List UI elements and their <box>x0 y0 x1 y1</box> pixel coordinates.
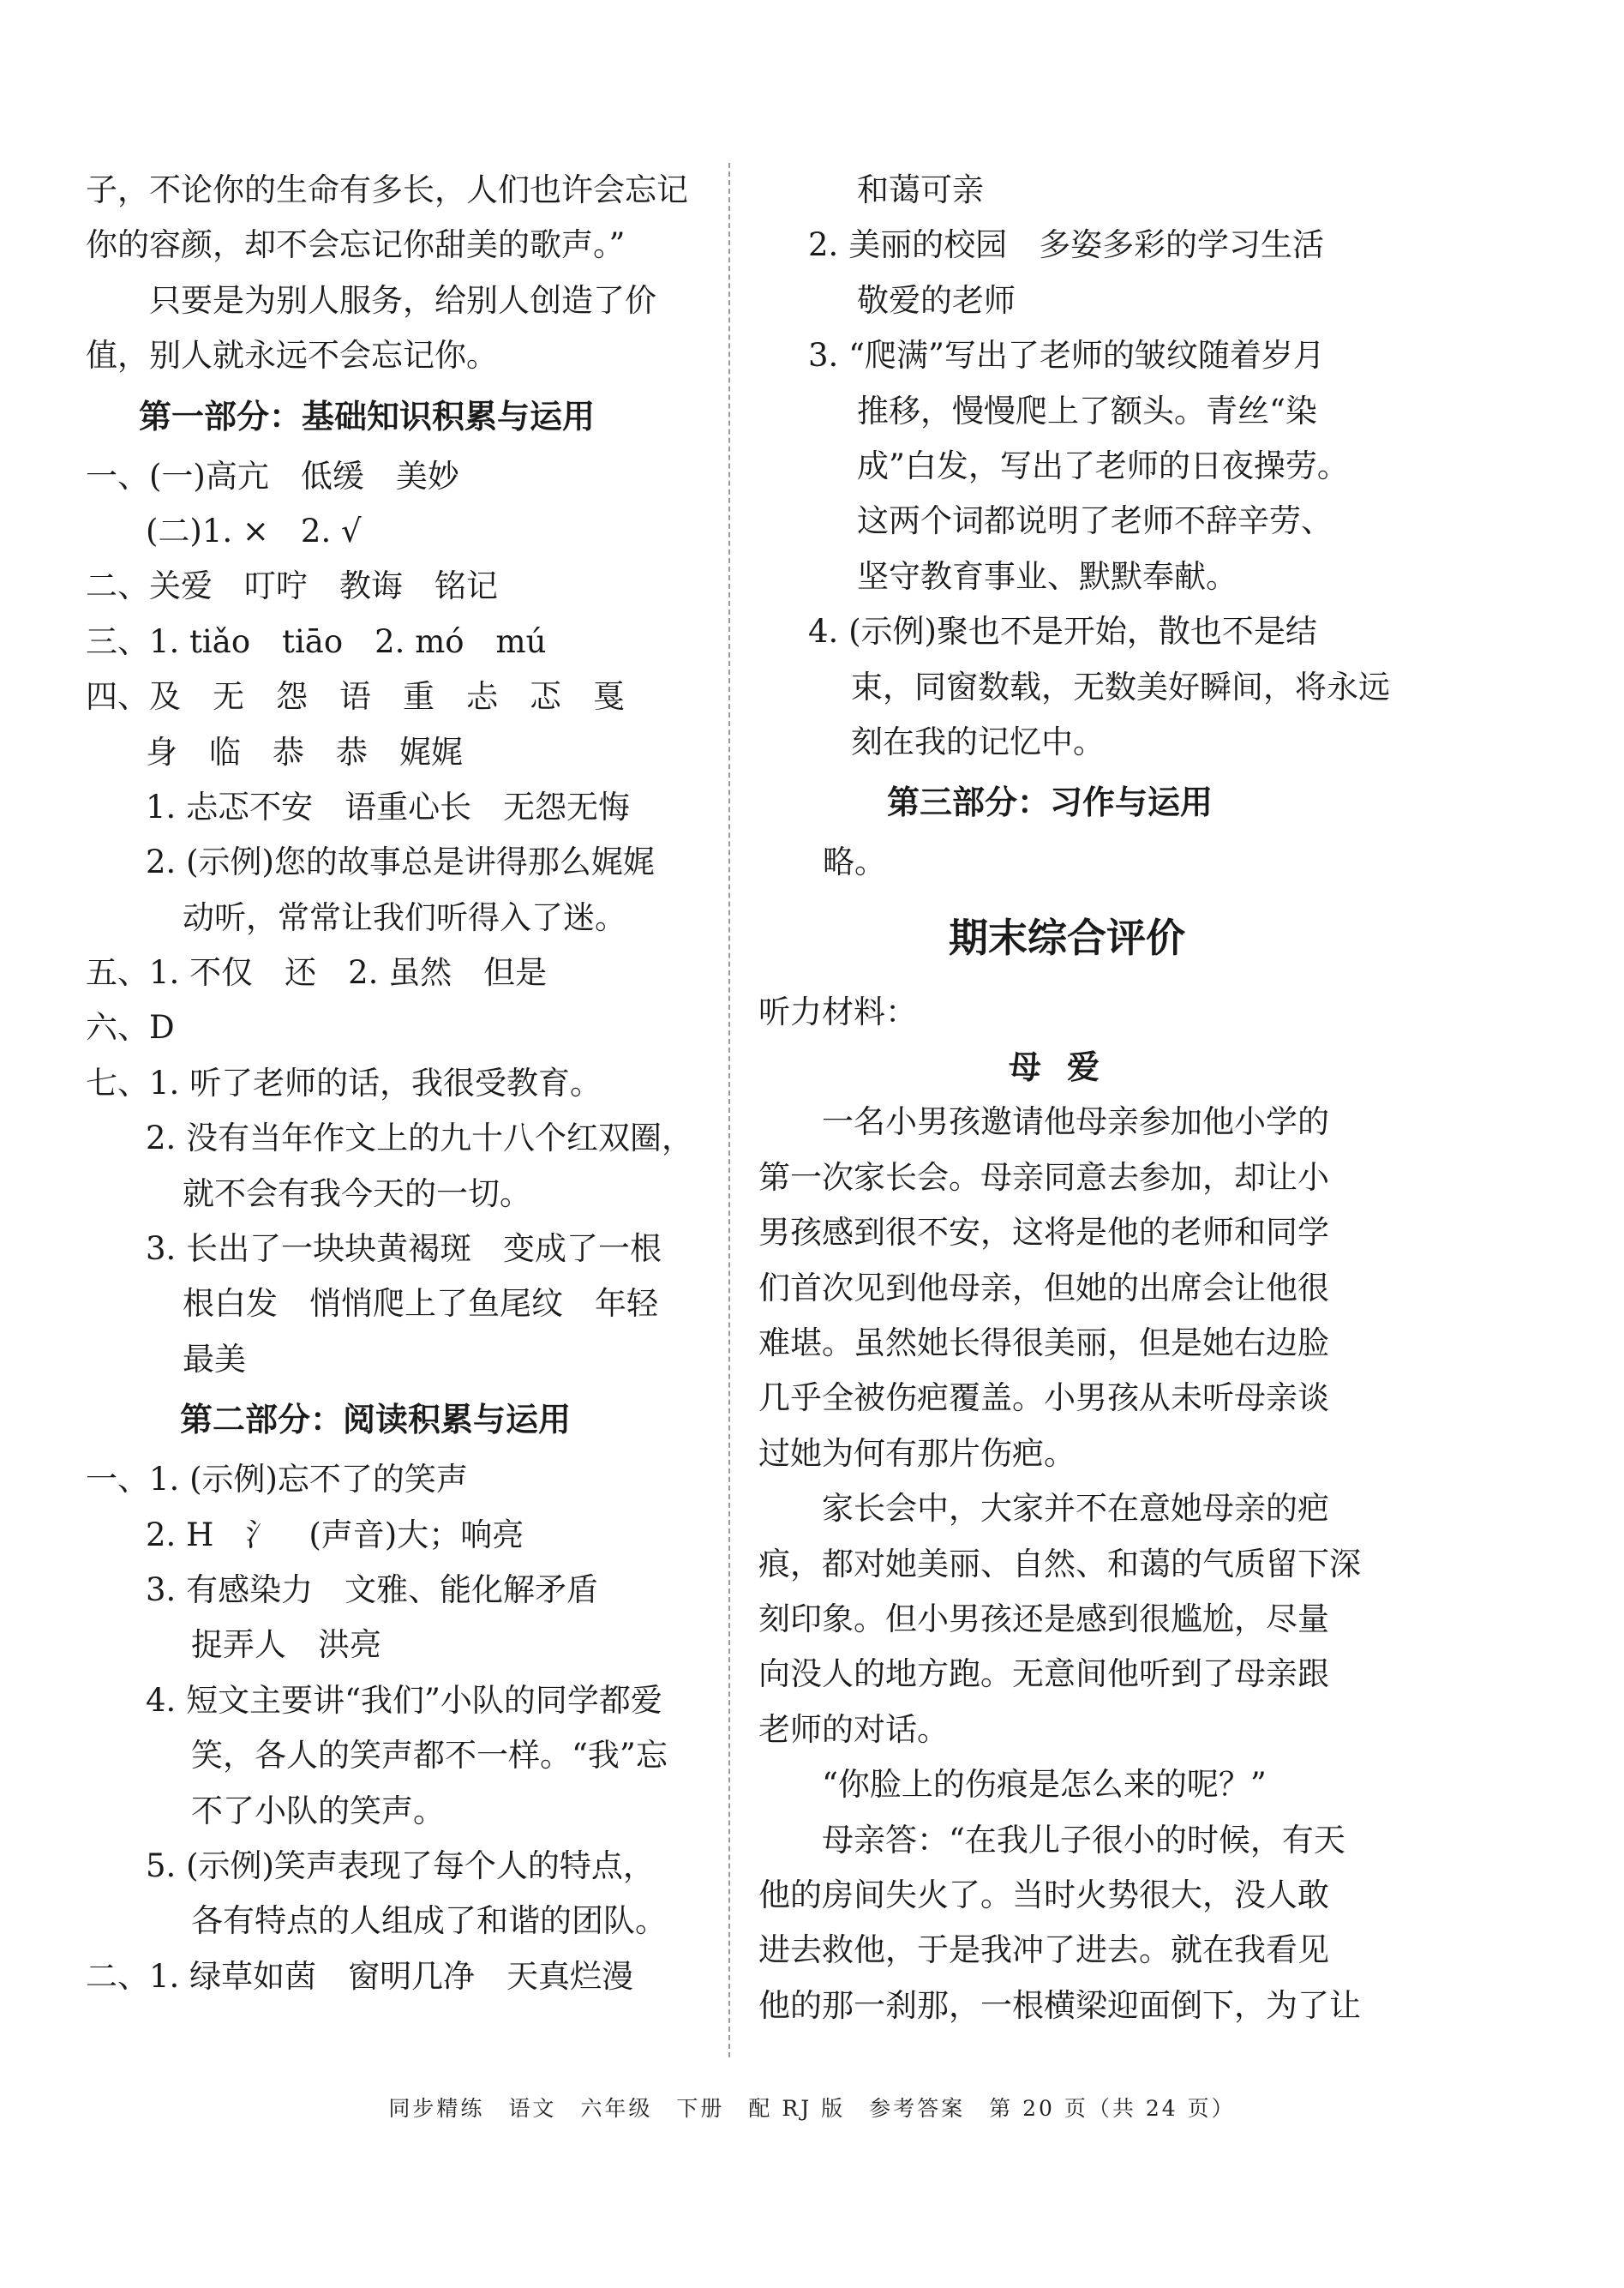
answer-line: 敬爱的老师 <box>857 281 1016 319</box>
story-line: 刻印象。但小男孩还是感到很尴尬，尽量 <box>758 1600 1329 1637</box>
column-divider <box>728 163 730 2057</box>
text-line: 子，不论你的生命有多长，人们也许会忘记 <box>86 171 688 208</box>
listening-label: 听力材料： <box>758 993 917 1030</box>
story-line: 他的那一刹那，一根横梁迎面倒下，为了让 <box>758 1986 1361 2024</box>
answer-line: 就不会有我今天的一切。 <box>183 1174 531 1212</box>
answer-line: 五、1. 不仅 还 2. 虽然 但是 <box>86 954 548 992</box>
story-line: 男孩感到很不安，这将是他的老师和同学 <box>758 1214 1329 1252</box>
answer-line: 四、及 无 怨 语 重 忐 忑 戛 <box>86 678 625 716</box>
answer-line: 1. 忐忑不安 语重心长 无怨无悔 <box>146 788 631 826</box>
story-line: 过她为何有那片伤疤。 <box>758 1434 1076 1472</box>
story-line: 难堪。虽然她长得很美丽，但是她右边脸 <box>758 1324 1329 1362</box>
answer-line: 捉弄人 洪亮 <box>191 1626 381 1664</box>
page-footer: 同步精练 语文 六年级 下册 配 RJ 版 参考答案 第 20 页（共 24 页） <box>388 2096 1236 2121</box>
story-title: 母爱 <box>1008 1048 1125 1087</box>
story-line: 他的房间失火了。当时火势很大，没人敢 <box>758 1876 1329 1913</box>
answer-line: 一、(一)高亢 低缓 美妙 <box>86 457 459 495</box>
story-line: 痕，都对她美丽、自然、和蔼的气质留下深 <box>758 1545 1361 1582</box>
story-line: 进去救他，于是我冲了进去。就在我看见 <box>758 1931 1329 1969</box>
answer-line: 二、1. 绿草如茵 窗明几净 天真烂漫 <box>86 1957 634 1995</box>
answer-line: 根白发 悄悄爬上了鱼尾纹 年轻 <box>183 1285 658 1323</box>
story-line: 向没人的地方跑。无意间他听到了母亲跟 <box>758 1655 1329 1693</box>
answer-line: 笑，各人的笑声都不一样。“我”忘 <box>191 1737 668 1775</box>
answer-line: 不了小队的笑声。 <box>191 1792 445 1829</box>
answer-line: 推移，慢慢爬上了额头。青丝“染 <box>857 392 1317 429</box>
answer-line: 束，同窗数载，无数美好瞬间，将永远 <box>851 668 1390 706</box>
answer-line: 和蔼可亲 <box>857 171 984 208</box>
section-heading-part3: 第三部分：习作与运用 <box>887 784 1214 822</box>
story-line: “你脸上的伤痕是怎么来的呢？” <box>822 1766 1267 1804</box>
answer-line: 身 临 恭 恭 娓娓 <box>146 733 463 771</box>
answer-line: 3. 有感染力 文雅、能化解矛盾 <box>146 1570 599 1608</box>
text-line: 值，别人就永远不会忘记你。 <box>86 337 498 375</box>
answer-line: 2. 没有当年作文上的九十八个红双圈， <box>146 1120 694 1157</box>
answer-line: 3. “爬满”写出了老师的皱纹随着岁月 <box>808 337 1325 375</box>
answer-line: (二)1. × 2. √ <box>146 512 362 549</box>
section-heading-part1: 第一部分：基础知识积累与运用 <box>139 397 596 435</box>
answer-line: 六、D <box>86 1009 175 1047</box>
answer-line: 三、1. tiǎo tiāo 2. mó mú <box>86 622 547 660</box>
answer-line: 七、1. 听了老师的话，我很受教育。 <box>86 1064 602 1102</box>
answer-line: 2. (示例)您的故事总是讲得那么娓娓 <box>146 844 655 881</box>
answer-line: 坚守教育事业、默默奉献。 <box>857 557 1237 595</box>
answer-line: 略。 <box>823 844 886 881</box>
right-column <box>758 163 1390 2033</box>
answer-line: 4. 短文主要讲“我们”小队的同学都爱 <box>146 1681 662 1719</box>
story-line: 家长会中，大家并不在意她母亲的疤 <box>822 1490 1329 1528</box>
answer-line: 刻在我的记忆中。 <box>851 723 1105 760</box>
text-line: 你的容颜，却不会忘记你甜美的歌声。” <box>86 226 626 264</box>
answer-line: 3. 长出了一块块黄褐斑 变成了一根 <box>146 1230 662 1268</box>
answer-line: 2. H 氵 (声音)大；响亮 <box>146 1516 524 1553</box>
answer-line: 4. (示例)聚也不是开始，散也不是结 <box>808 613 1317 651</box>
answer-line: 一、1. (示例)忘不了的笑声 <box>86 1461 468 1498</box>
answer-line: 5. (示例)笑声表现了每个人的特点， <box>146 1847 655 1884</box>
final-evaluation-title: 期末综合评价 <box>949 914 1185 961</box>
answer-line: 各有特点的人组成了和谐的团队。 <box>191 1902 667 1940</box>
story-line: 母亲答：“在我儿子很小的时候，有天 <box>822 1821 1345 1859</box>
answer-line: 成”白发，写出了老师的日夜操劳。 <box>857 447 1349 484</box>
answer-line: 二、关爱 叮咛 教诲 铭记 <box>86 567 498 605</box>
story-line: 几乎全被伤疤覆盖。小男孩从未听母亲谈 <box>758 1379 1329 1417</box>
answer-line: 动听，常常让我们听得入了迷。 <box>183 898 626 936</box>
section-heading-part2: 第二部分：阅读积累与运用 <box>180 1401 572 1439</box>
answer-line: 最美 <box>183 1340 246 1378</box>
answer-line: 2. 美丽的校园 多姿多彩的学习生活 <box>808 226 1325 264</box>
answer-line: 这两个词都说明了老师不辞辛劳、 <box>857 502 1333 540</box>
text-line: 只要是为别人服务，给别人创造了价 <box>149 281 656 319</box>
story-line: 第一次家长会。母亲同意去参加，却让小 <box>758 1158 1329 1196</box>
left-column <box>86 163 703 2004</box>
story-line: 一名小男孩邀请他母亲参加他小学的 <box>822 1103 1329 1141</box>
story-line: 老师的对话。 <box>758 1710 949 1748</box>
story-line: 们首次见到他母亲，但她的出席会让他很 <box>758 1269 1329 1306</box>
